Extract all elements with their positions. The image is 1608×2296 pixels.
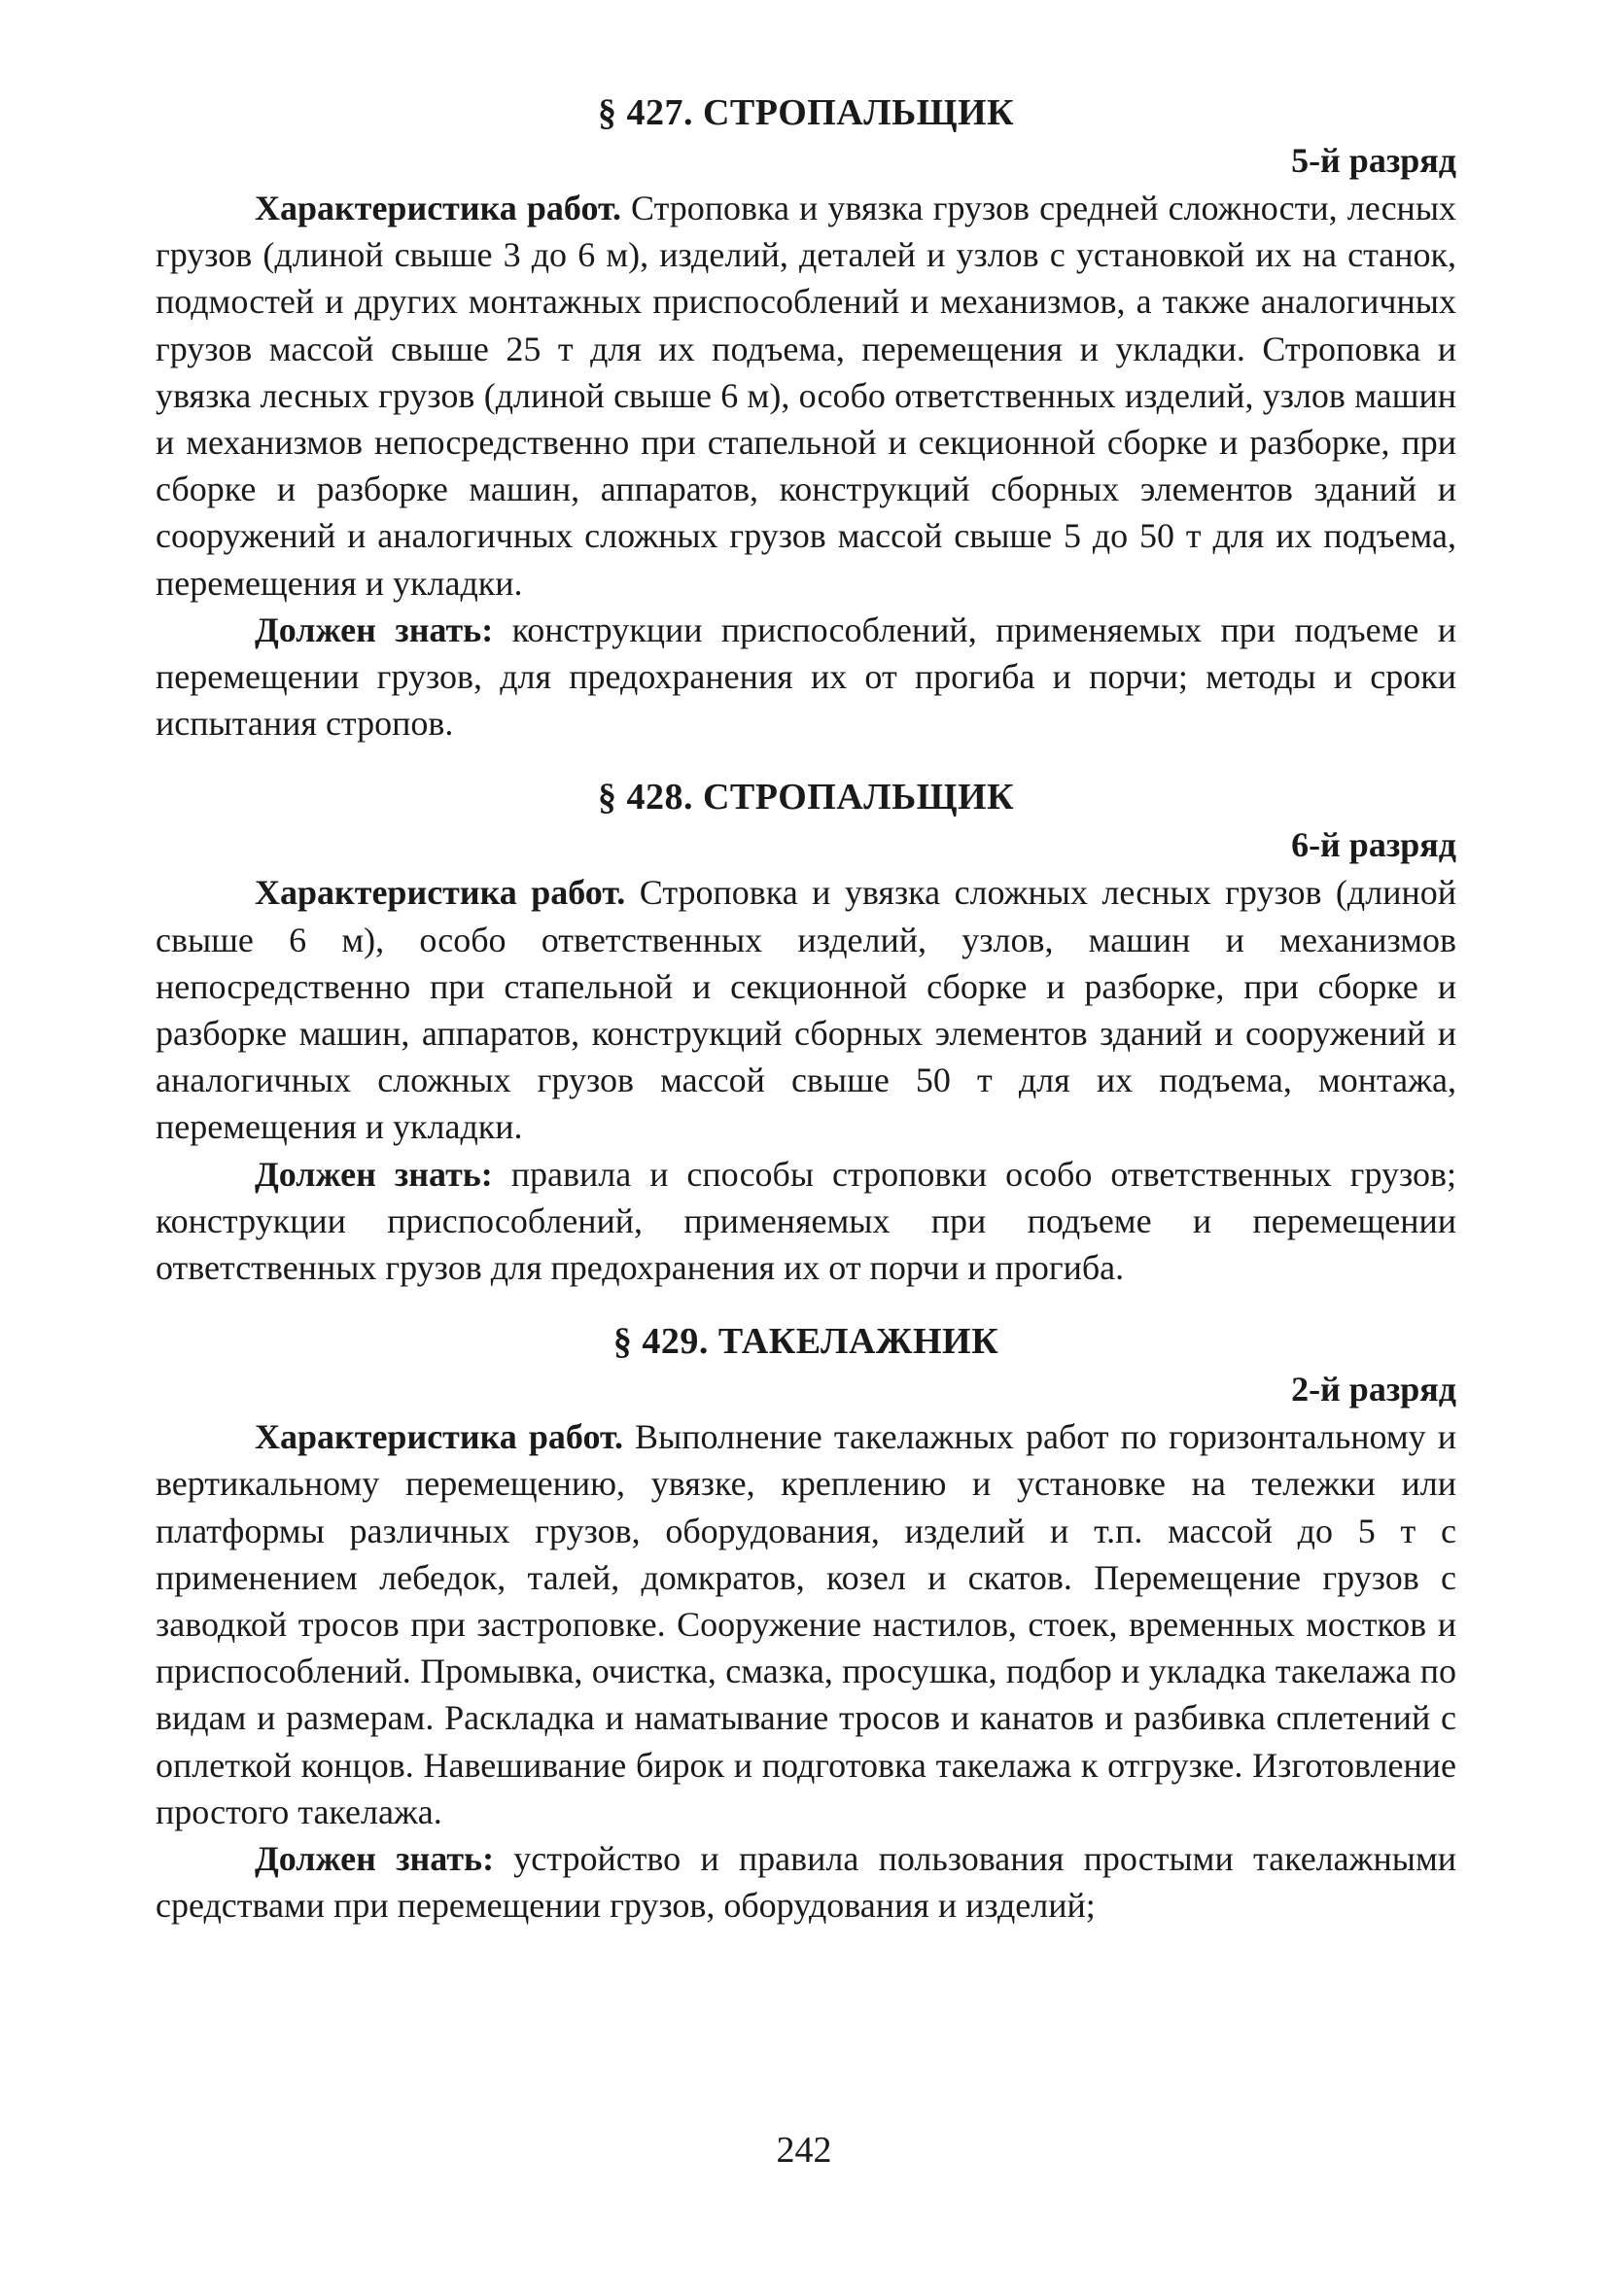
required-knowledge-text: устройство и правила пользования простыми такелажными средствами при перемещении грузов, оборудования и изделий; bbox=[156, 1839, 1456, 1926]
required-knowledge-label: Должен знать: bbox=[255, 609, 494, 649]
required-knowledge bbox=[156, 1835, 1456, 1929]
required-knowledge-text: правила и способы строповки особо ответственных грузов; конструкции приспособлений, применяемых при подъеме и перемещении ответственных грузов для предохранения их от порчи и прогиба. bbox=[156, 1154, 1456, 1288]
work-characteristics bbox=[156, 185, 1456, 607]
required-knowledge-text: конструкции приспособлений, применяемых при подъеме и перемещении грузов, для предохранения их от прогиба и порчи; методы и сроки испытания стропов. bbox=[156, 609, 1456, 744]
work-characteristics-text: Строповка и увязка грузов средней сложности, лесных грузов (длиной свыше 3 до 6 м), изделий, деталей и узлов с установкой их на станок, подмостей и других монтажных приспособлений и механизмов, а также аналогичных грузов массой свыше 25 т для их подъема, перемещения и укладки. Строповка и увязка лесных грузов (длиной свыше 6 м), особо ответственных изделий, узлов машин и механизмов непосредственно при стапельной и секционной сборке и разборке, при сборке и разборке машин, аппаратов, конструкций сборных элементов зданий и сооружений и аналогичных сложных грузов массой свыше 5 до 50 т для их подъема, перемещения и укладки. bbox=[156, 189, 1457, 603]
section-429 bbox=[156, 1318, 1456, 1929]
required-knowledge bbox=[156, 1151, 1456, 1292]
work-characteristics-label: Характеристика работ. bbox=[255, 873, 626, 913]
work-characteristics-label: Характеристика работ. bbox=[255, 189, 621, 227]
required-knowledge-label: Должен знать: bbox=[255, 1154, 493, 1194]
section-title: § 427. СТРОПАЛЬЩИК bbox=[597, 92, 1015, 133]
section-title: § 429. ТАКЕЛАЖНИК bbox=[612, 1321, 999, 1363]
work-characteristics-label: Характеристика работ. bbox=[255, 1417, 623, 1457]
required-knowledge-label: Должен знать: bbox=[255, 1839, 495, 1879]
grade-label: 6-й разряд bbox=[1291, 825, 1456, 865]
work-characteristics bbox=[156, 1413, 1456, 1835]
page-number: 242 bbox=[776, 2130, 832, 2171]
work-characteristics-text: Выполнение такелажных работ по горизонтальному и вертикальному перемещению, увязке, креплению и установке на тележки или платформы различных грузов, оборудования, изделий и т.п. массой до 5 т с применением лебедок, талей, домкратов, козел и скатов. Перемещение грузов с заводкой тросов при застроповке. Сооружение настилов, стоек, временных мостков и приспособлений. Промывка, очистка, смазка, просушка, подбор и укладка такелажа по видам и размерам. Раскладка и наматывание тросов и канатов и разбивка сплетений с оплеткой концов. Навешивание бирок и подготовка такелажа к отгрузке. Изготовление простого такелажа. bbox=[156, 1417, 1457, 1831]
grade-label: 2-й разряд bbox=[1291, 1370, 1456, 1409]
work-characteristics-text: Строповка и увязка сложных лесных грузов (длиной свыше 6 м), особо ответственных изделий, узлов, машин и механизмов непосредственно при стапельной и секционной сборке и разборке, при сборке и разборке машин, аппаратов, конструкций сборных элементов зданий и сооружений и аналогичных сложных грузов массой свыше 50 т для их подъема, монтажа, перемещения и укладки. bbox=[156, 873, 1456, 1147]
work-characteristics bbox=[156, 869, 1456, 1150]
grade-label: 5-й разряд bbox=[1291, 141, 1456, 180]
document-page bbox=[156, 89, 1456, 1930]
section-428 bbox=[156, 774, 1456, 1291]
section-427 bbox=[156, 89, 1456, 747]
section-title: § 428. СТРОПАЛЬЩИК bbox=[597, 777, 1015, 818]
required-knowledge bbox=[156, 607, 1456, 748]
